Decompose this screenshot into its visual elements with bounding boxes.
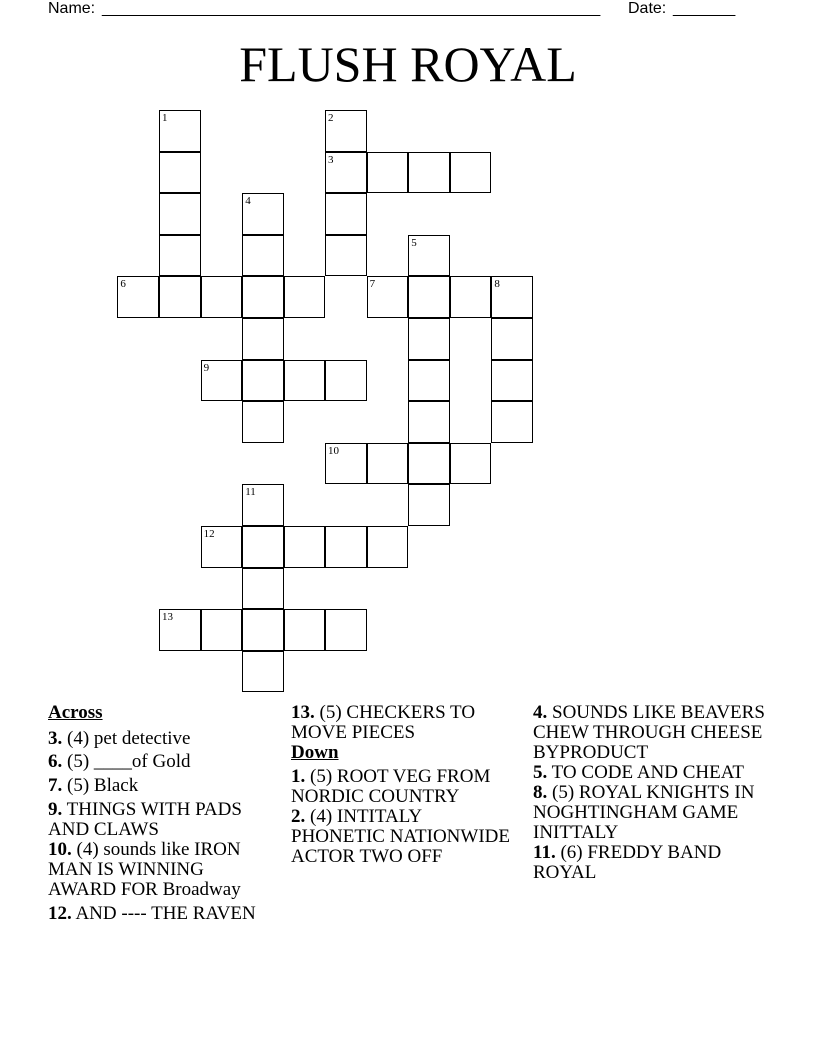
clue-across-9 [48, 800, 270, 840]
grid-cell[interactable] [242, 484, 284, 526]
name-label: Name: [48, 0, 96, 17]
clue-number: 11. [533, 842, 556, 863]
clue-across-7 [48, 776, 270, 796]
grid-cell[interactable] [491, 276, 533, 318]
grid-cell[interactable] [408, 443, 450, 485]
grid-cell[interactable] [201, 276, 243, 318]
grid-cell[interactable] [284, 276, 326, 318]
clue-number: 7 [369, 278, 376, 291]
clue-number: 5. [533, 762, 548, 783]
clue-number: 13 [162, 611, 173, 624]
grid-cell[interactable] [450, 443, 492, 485]
clue-number: 1. [291, 766, 306, 787]
across-heading: Across [48, 702, 103, 723]
clue-down-2 [291, 807, 513, 867]
clue-text: AND ---- THE RAVEN [75, 903, 256, 924]
date-field-line[interactable]: _______ [673, 0, 736, 17]
clue-text: SOUNDS LIKE BEAVERS CHEW THROUGH CHEESE BYPRODUCT [533, 702, 765, 763]
clue-text: (5) ROOT VEG FROM NORDIC COUNTRY [291, 766, 491, 807]
clue-number: 3. [48, 728, 63, 749]
clue-text: (5) Black [67, 775, 139, 796]
grid-cell[interactable] [367, 152, 409, 194]
clue-text: (5) ____of Gold [67, 751, 191, 772]
clue-number: 5 [411, 236, 417, 249]
grid-cell[interactable] [325, 193, 367, 235]
grid-cell[interactable] [242, 276, 284, 318]
grid-cell[interactable] [242, 568, 284, 610]
grid-cell[interactable] [408, 318, 450, 360]
grid-cell[interactable] [325, 526, 367, 568]
grid-cell[interactable] [450, 276, 492, 318]
grid-cell[interactable] [242, 526, 284, 568]
grid-cell[interactable] [325, 152, 367, 194]
clue-across-13 [291, 703, 513, 743]
clue-number: 10. [48, 839, 72, 860]
clue-down-1 [291, 767, 513, 807]
clues-column-1 [48, 703, 270, 924]
grid-cell[interactable] [367, 276, 409, 318]
grid-cell[interactable] [325, 443, 367, 485]
grid-cell[interactable] [201, 360, 243, 402]
clue-down-5 [533, 763, 773, 783]
clue-number: 2. [291, 806, 306, 827]
grid-cell[interactable] [367, 443, 409, 485]
grid-cell[interactable] [325, 360, 367, 402]
clue-across-3 [48, 729, 270, 749]
clue-across-10 [48, 840, 270, 900]
grid-cell[interactable] [408, 401, 450, 443]
clue-down-11 [533, 843, 773, 883]
clue-down-8 [533, 783, 773, 843]
clue-across-6 [48, 752, 270, 772]
grid-cell[interactable] [201, 526, 243, 568]
grid-cell[interactable] [367, 526, 409, 568]
clue-number: 8. [533, 782, 548, 803]
clue-text: (6) FREDDY BAND ROYAL [533, 842, 722, 883]
grid-cell[interactable] [242, 651, 284, 693]
clue-down-4 [533, 703, 773, 763]
grid-cell[interactable] [159, 110, 201, 152]
clue-number: 6 [120, 278, 126, 291]
grid-cell[interactable] [284, 609, 326, 651]
grid-cell[interactable] [117, 276, 159, 318]
clue-number: 11 [245, 486, 256, 499]
grid-cell[interactable] [284, 360, 326, 402]
clue-number: 2 [328, 112, 334, 124]
grid-cell[interactable] [159, 276, 201, 318]
grid-cell[interactable] [159, 193, 201, 235]
name-field-line[interactable]: ________________________________________________________ [102, 0, 601, 17]
grid-cell[interactable] [242, 318, 284, 360]
grid-cell[interactable] [325, 110, 367, 152]
clue-text: (4) pet detective [67, 728, 191, 749]
clue-number: 8 [494, 278, 500, 291]
clue-number: 13. [291, 702, 315, 723]
clue-number: 12 [203, 528, 215, 540]
clue-text: (5) ROYAL KNIGHTS IN NOGHTINGHAM GAME INITTALY [533, 782, 755, 843]
clues-column-2 [291, 703, 513, 867]
down-heading: Down [291, 742, 339, 763]
grid-cell[interactable] [242, 401, 284, 443]
grid-cell[interactable] [408, 152, 450, 194]
date-label: Date: [628, 0, 667, 17]
grid-cell[interactable] [491, 318, 533, 360]
clue-across-12 [48, 904, 270, 924]
clue-text: (4) INTITALY PHONETIC NATIONWIDE ACTOR TWO OFF [291, 806, 510, 867]
grid-cell[interactable] [242, 235, 284, 277]
clue-number: 12. [48, 903, 72, 924]
grid-cell[interactable] [325, 235, 367, 277]
clue-number: 6. [48, 751, 63, 772]
grid-cell[interactable] [159, 152, 201, 194]
grid-cell[interactable] [491, 401, 533, 443]
clue-number: 3 [328, 153, 334, 166]
grid-cell[interactable] [159, 609, 201, 651]
clue-number: 10 [328, 444, 339, 457]
grid-cell[interactable] [242, 609, 284, 651]
grid-cell[interactable] [325, 609, 367, 651]
clue-text: THINGS WITH PADS AND CLAWS [48, 799, 242, 840]
clue-number: 4 [245, 195, 251, 208]
clue-number: 4. [533, 702, 548, 723]
grid-cell[interactable] [242, 360, 284, 402]
grid-cell[interactable] [408, 360, 450, 402]
clue-number: 1 [162, 112, 168, 124]
puzzle-title: FLUSH ROYAL [239, 36, 577, 92]
clue-number: 7. [48, 775, 63, 796]
clue-text: (5) CHECKERS TO MOVE PIECES [291, 702, 476, 743]
grid-cell[interactable] [159, 235, 201, 277]
grid-cell[interactable] [201, 609, 243, 651]
clue-number: 9. [48, 799, 63, 820]
grid-cell[interactable] [491, 360, 533, 402]
clue-text: (4) sounds like IRON MAN IS WINNING AWARD FOR Broadway [48, 839, 241, 900]
grid-cell[interactable] [284, 526, 326, 568]
grid-cell[interactable] [408, 484, 450, 526]
clues-column-3 [533, 703, 773, 883]
grid-cell[interactable] [450, 152, 492, 194]
grid-cell[interactable] [242, 193, 284, 235]
clue-number: 9 [203, 361, 210, 374]
grid-cell[interactable] [408, 235, 450, 277]
clue-text: TO CODE AND CHEAT [551, 762, 744, 783]
grid-cell[interactable] [408, 276, 450, 318]
